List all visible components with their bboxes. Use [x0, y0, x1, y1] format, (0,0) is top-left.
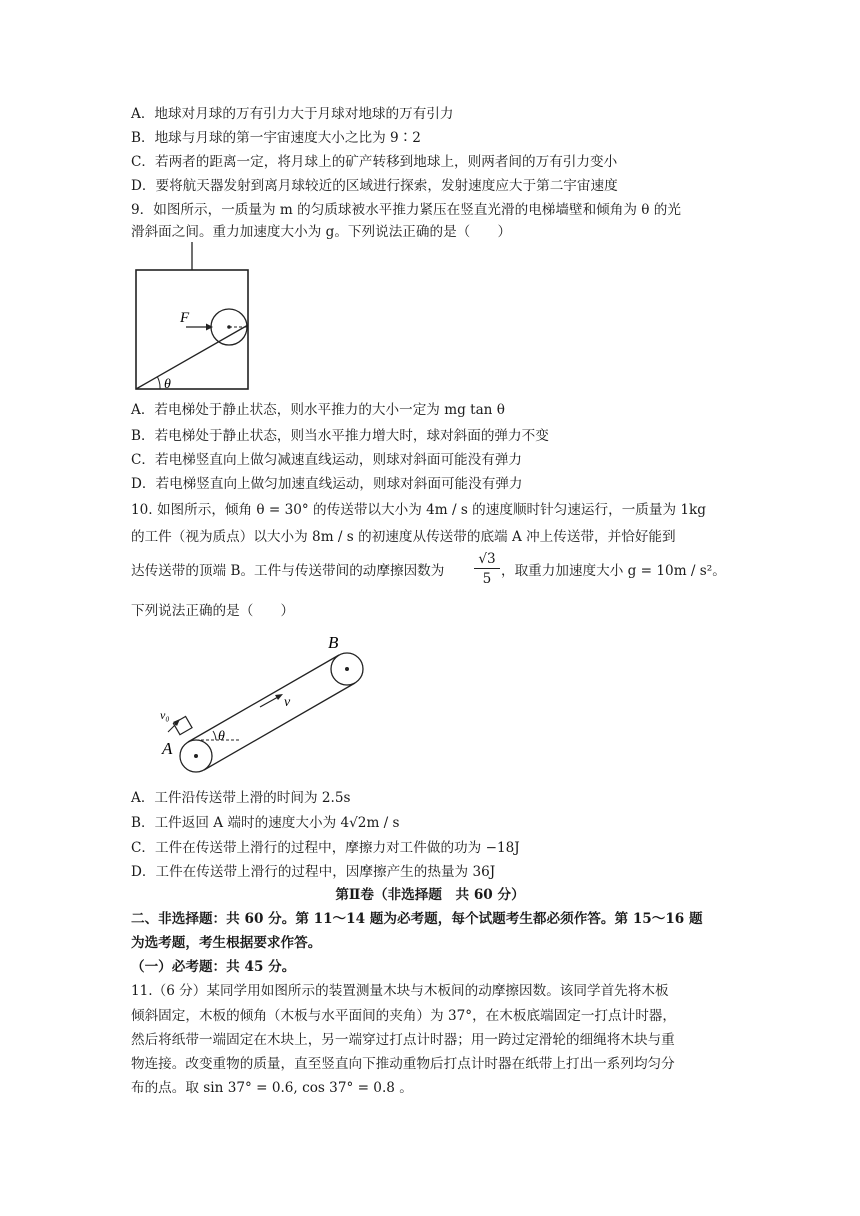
q10-stem-line1: 10. 如图所示，倾角 θ = 30° 的传送带以大小为 4m / s 的速度顺时针匀速运行，一质量为 1kg [131, 502, 706, 518]
fraction-denominator: 5 [482, 571, 492, 587]
q9-option-d: D．若电梯竖直向上做匀加速直线运动，则球对斜面可能没有弹力 [131, 476, 523, 492]
q10-stem-line4: 下列说法正确的是（ ） [131, 603, 295, 619]
point-a-label: A [162, 739, 173, 758]
q10-option-b: B．工件返回 A 端时的速度大小为 4√2m / s [131, 815, 400, 831]
angle-label: θ [164, 377, 171, 392]
q9-option-c: C．若电梯竖直向上做匀减速直线运动，则球对斜面可能没有弹力 [131, 452, 523, 468]
q9-elevator-figure [128, 242, 258, 394]
q10-option-c: C．工件在传送带上滑行的过程中，摩擦力对工件做的功为 −18J [131, 840, 520, 856]
q9-stem-line1: 9．如图所示，一质量为 m 的匀质球被水平推力紧压在竖直光滑的电梯墙壁和倾角为 θ 的光 [131, 202, 681, 218]
q9-stem-line2: 滑斜面之间。重力加速度大小为 g。下列说法正确的是（ ） [131, 224, 512, 240]
q10-stem-line3a: 达传送带的顶端 B。工件与传送带间的动摩擦因数为 [131, 563, 445, 579]
belt-top [188, 655, 339, 742]
section-heading: （一）必考题：共 45 分。 [131, 959, 296, 975]
force-label: F [180, 310, 190, 326]
workpiece [173, 716, 192, 734]
q8-option-a: A．地球对月球的万有引力大于月球对地球的万有引力 [131, 106, 454, 122]
q8-option-c: C．若两者的距离一定，将月球上的矿产转移到地球上，则两者间的万有引力变小 [131, 154, 618, 170]
q8-option-d: D．要将航天器发射到离月球较近的区域进行探索，发射速度应大于第二宇宙速度 [131, 178, 618, 194]
part2-intro-line1: 二、非选择题：共 60 分。第 11～14 题为必考题，每个试题考生都必须作答。第 15～16 题 [131, 911, 703, 927]
q10-option-d: D．工件在传送带上滑行的过程中，因摩擦产生的热量为 36J [131, 864, 496, 880]
q10-option-a: A．工件沿传送带上滑的时间为 2.5s [131, 790, 351, 806]
friction-coefficient-fraction [474, 550, 500, 589]
part2-intro-line2: 为选考题，考生根据要求作答。 [131, 935, 322, 951]
fraction-numerator: √3 [474, 550, 500, 569]
q10-stem-line2: 的工件（视为质点）以大小为 8m / s 的初速度从传送带的底端 A 冲上传送带，并恰好能到 [131, 529, 676, 545]
q10-conveyor-figure [150, 628, 380, 778]
q9-option-a: A．若电梯处于静止状态，则水平推力的大小一定为 mg tan θ [131, 402, 505, 418]
q10-stem-line3b: ，取重力加速度大小 g = 10m / s²。 [501, 563, 726, 579]
initial-velocity-label: v₀ [160, 708, 170, 722]
q11-line2: 倾斜固定，木板的倾角（木板与水平面间的夹角）为 37°，在木板底端固定一打点计时器， [131, 1008, 676, 1024]
q11-line3: 然后将纸带一端固定在木块上，另一端穿过打点计时器；用一跨过定滑轮的细绳将木块与重 [131, 1032, 675, 1048]
part2-title: 第Ⅱ卷（非选择题 共 60 分） [335, 887, 525, 903]
q9-option-b: B．若电梯处于静止状态，则当水平推力增大时，球对斜面的弹力不变 [131, 428, 549, 444]
q11-line5: 布的点。取 sin 37° = 0.6, cos 37° = 0.8 。 [131, 1080, 413, 1096]
q11-line1: 11.（6 分）某同学用如图所示的装置测量木块与木板间的动摩擦因数。该同学首先将木板 [131, 983, 669, 999]
q11-line4: 物连接。改变重物的质量，直至竖直向下推动重物后打点计时器在纸带上打出一系列均匀分 [131, 1056, 675, 1072]
elevator-box [136, 270, 248, 389]
incline-line [136, 325, 248, 389]
velocity-label: v [284, 695, 291, 710]
point-b-label: B [328, 633, 339, 652]
angle-label: θ [218, 729, 225, 744]
q8-option-b: B．地球与月球的第一宇宙速度大小之比为 9∶2 [131, 130, 421, 146]
